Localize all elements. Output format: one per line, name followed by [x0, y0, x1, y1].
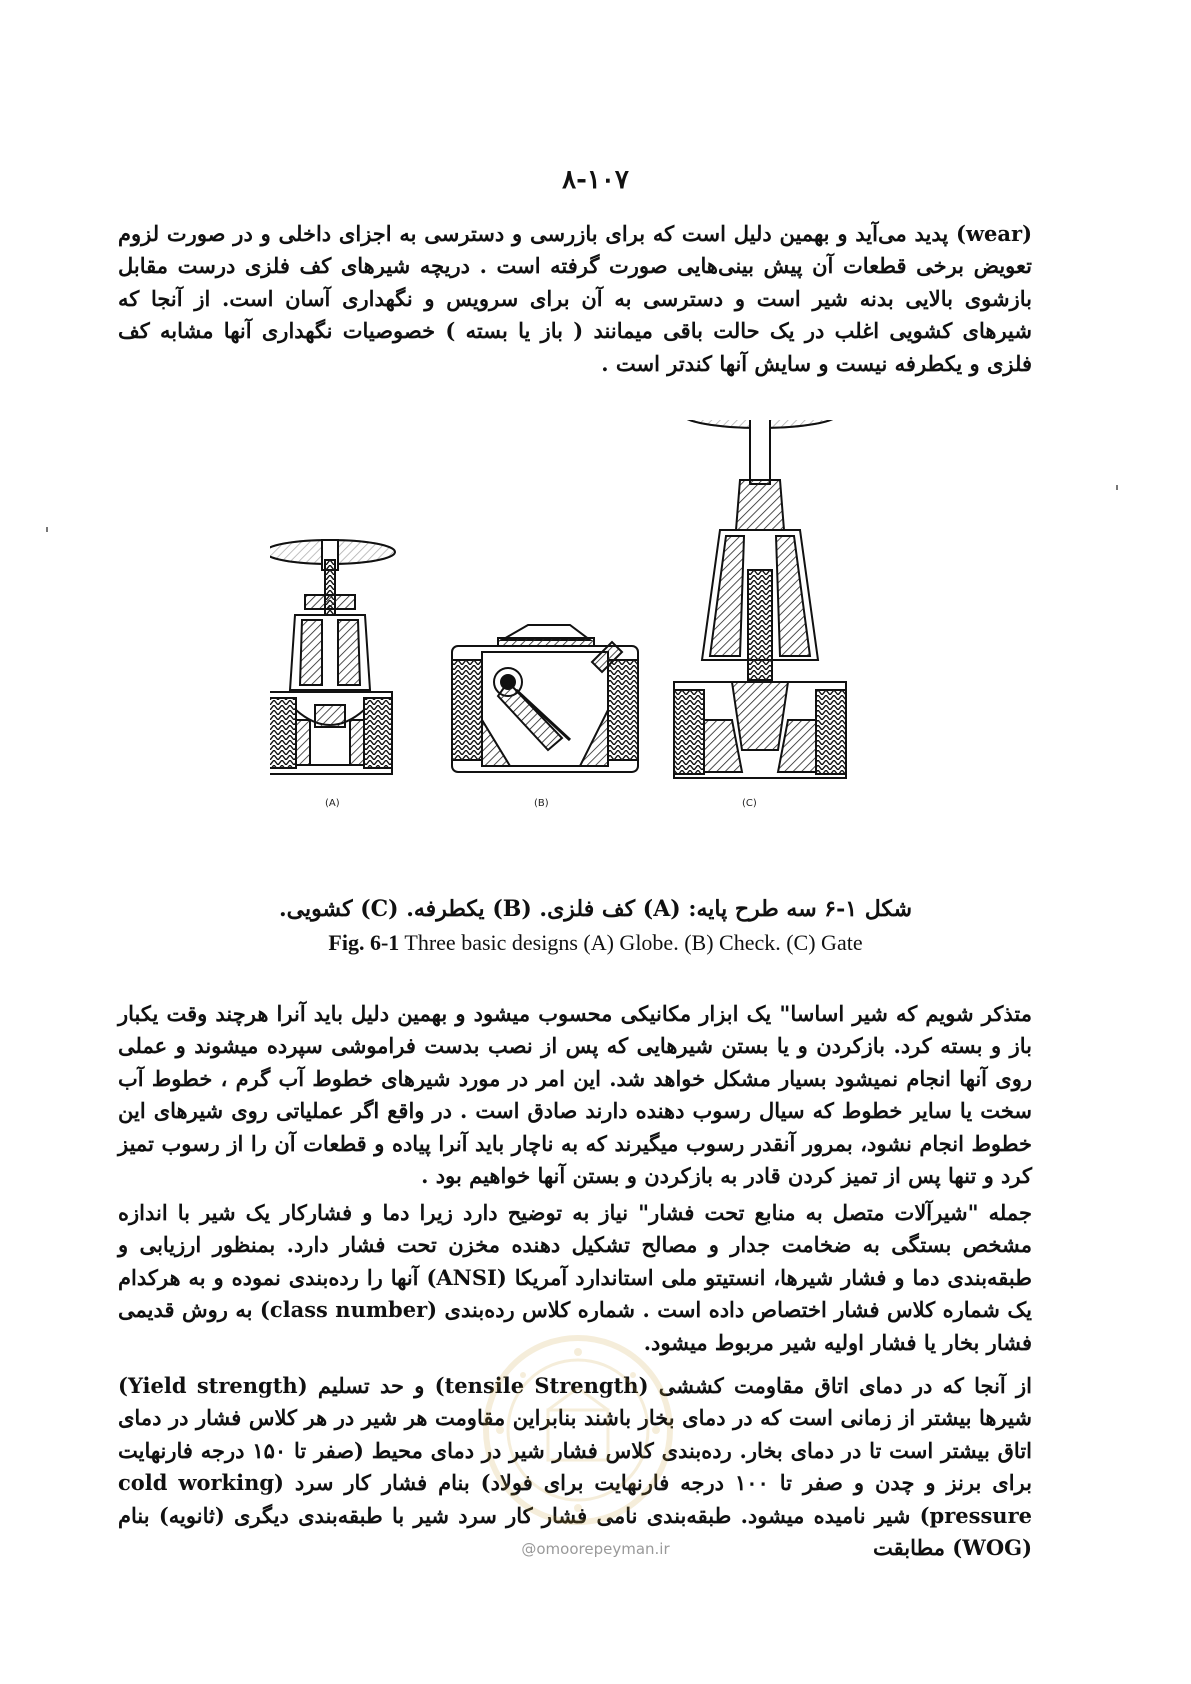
- paragraph-4: از آنجا که در دمای اتاق مقاومت کششی (tensile Strength) و حد تسلیم (Yield strength) شیرها بیشتر از زمانی است که در دمای بخار باشند بنابراین مقاومت هر شیر در هر کلاس فشار در دمای اتاق بیشتر است تا در دمای بخار. رده‌بندی کلاس فشار شیر در دمای محیط (صفر تا ۱۵۰ درجه فارنهایت برای برنز و چدن و صفر تا ۱۰۰ درجه فارنهایت برای فولاد) بنام فشار کار سرد (cold working pressure) شیر نامیده میشود. طبقه‌بندی نامی فشار کار سرد شیر با طبقه‌بندی دیگری (ثانویه) بنام (WOG) مطابقت: [118, 1373, 1033, 1561]
- check-valve-drawing: [452, 625, 638, 772]
- globe-valve-drawing: [270, 540, 395, 774]
- paragraph-3: جمله "شیرآلات متصل به منابع تحت فشار" نیاز به توضیح دارد زیرا دما و فشارکار یک شیر با اندازه مشخص بستگی به ضخامت جدار و مصالح تشکیل دهنده مخزن تحت فشار دارد. بمنظور ارزیابی و طبقه‌بندی دما و فشار شیرها، انستیتو ملی استاندارد آمریکا (ANSI) آنها را رده‌بندی نموده و به هرکدام یک شماره کلاس فشار اختصاص داده است . شماره کلاس رده‌بندی (class number) به روش قدیمی فشار بخار یا فشار اولیه شیر مربوط میشود.: [118, 1200, 1032, 1355]
- figure-number: Fig. 6-1: [328, 930, 400, 955]
- figure-label-b: (B): [534, 798, 549, 809]
- paragraph-1: (wear) پدید می‌آید و بهمین دلیل است که برای بازرسی و دسترسی به اجزای داخلی و در صورت لزوم تعویض برخی قطعات آن پیش بینی‌هایی صورت گرفته است . دریچه شیرهای کف فلزی درست مقابل بازشوی بالایی بدنه شیر است و دسترسی به آن برای سرویس و نگهداری آسان است. از آنجا که شیرهای کشویی اغلب در یک حالت باقی میمانند ( باز یا بسته ) خصوصیات نگهداری آنها مشابه کف فلزی و یکطرفه نیست و سایش آنها کندتر است .: [118, 221, 1032, 376]
- page-number: ۸-۱۰۷: [562, 165, 629, 195]
- figure-label-c: (C): [742, 798, 757, 809]
- watermark-url: @omoorepeyman.ir: [521, 1540, 670, 1558]
- figure-caption-persian: شکل ۱-۶ سه طرح پایه: (A) کف فلزی. (B) یکطرفه. (C) کشویی.: [278, 896, 912, 922]
- figure-label-a: (A): [325, 798, 340, 809]
- scan-mark: [46, 527, 48, 532]
- valve-figure: [270, 420, 930, 870]
- scan-mark: [1116, 485, 1118, 490]
- watermark-seal: [478, 1330, 678, 1530]
- gate-valve-drawing: [674, 420, 846, 778]
- figure-caption-text: Three basic designs (A) Globe. (B) Check. (C) Gate: [399, 930, 863, 955]
- figure-caption-english: [0, 930, 1191, 956]
- paragraph-2: متذکر شویم که شیر اساسا" یک ابزار مکانیکی محسوب میشود و بهمین دلیل باید آنرا هرچند وقت یکبار باز و بسته کرد. بازکردن و یا بستن شیرهایی که پس از نصب بدست فراموشی سپرده میشوند و عملی روی آنها انجام نمیشود بسیار مشکل خواهد شد. این امر در مورد شیرهای خطوط آب گرم ، خطوط آب سخت یا سایر خطوط که سیال رسوب دهنده دارند صادق است . در واقع اگر عملیاتی روی شیرهای این خطوط انجام نشود، بمرور آنقدر رسوب میگیرند که به ناچار باید آنرا پیاده و قطعات آن را از رسوب تمیز کرد و تنها پس از تمیز کردن قادر به بازکردن و بستن آنها خواهیم بود .: [118, 1001, 1032, 1189]
